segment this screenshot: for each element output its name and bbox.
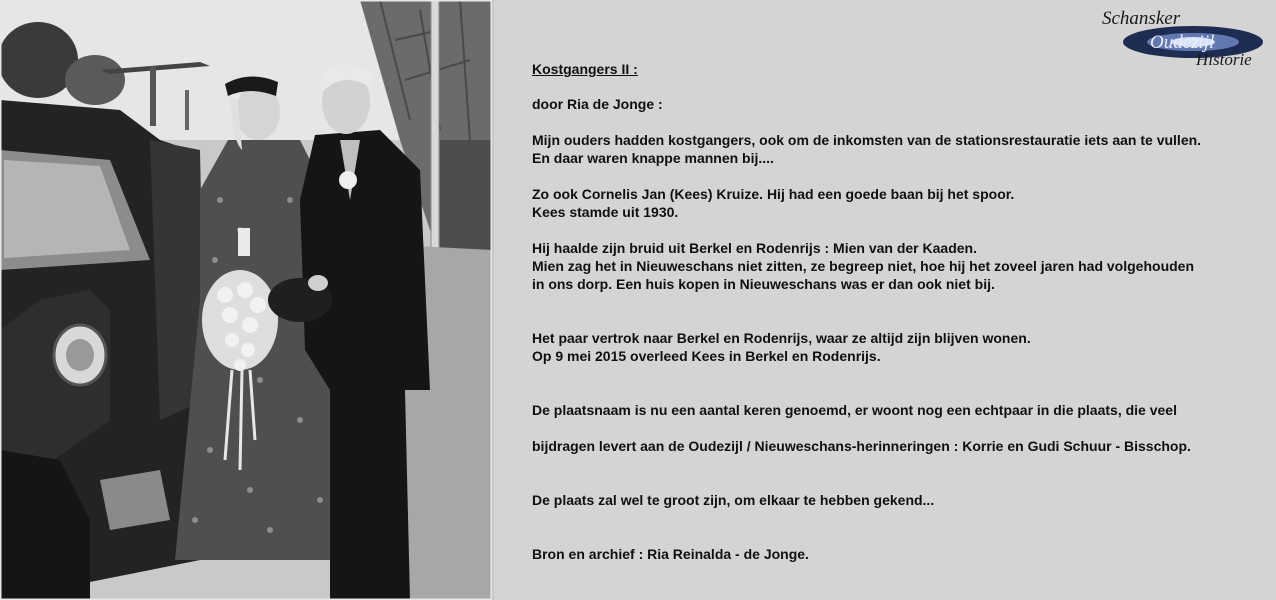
article-author: door Ria de Jonge :: [532, 96, 663, 112]
paragraph-1-line-2: En daar waren knappe mannen bij....: [532, 150, 774, 166]
article-title: Kostgangers II :: [532, 61, 638, 77]
paragraph-5-line-1: De plaatsnaam is nu een aantal keren genoemd, er woont nog een echtpaar in die plaats, die veel: [532, 402, 1177, 418]
paragraph-4-line-1: Het paar vertrok naar Berkel en Rodenrijs, waar ze altijd zijn blijven wonen.: [532, 330, 1031, 346]
paragraph-3-line-3: in ons dorp. Een huis kopen in Nieuweschans was er dan ook niet bij.: [532, 276, 995, 292]
logo-line1: Schansker: [1102, 8, 1181, 29]
paragraph-6-line-1: De plaats zal wel te groot zijn, om elkaar te hebben gekend...: [532, 492, 935, 508]
paragraph-5-line-2: bijdragen levert aan de Oudezijl / Nieuweschans-herinneringen : Korrie en Gudi Schuur - Bisschop.: [532, 438, 1191, 454]
wedding-photo: [0, 0, 494, 600]
logo-line3: Historie: [1196, 50, 1252, 68]
paragraph-2-line-2: Kees stamde uit 1930.: [532, 204, 679, 220]
paragraph-1-line-1: Mijn ouders hadden kostgangers, ook om de inkomsten van de stationsrestauratie iets aan te vullen.: [532, 132, 1202, 148]
logo-line2: Oudezijl: [1150, 32, 1215, 53]
source-credit: Bron en archief : Ria Reinalda - de Jonge.: [532, 546, 809, 562]
paragraph-4-line-2: Op 9 mei 2015 overleed Kees in Berkel en Rodenrijs.: [532, 348, 881, 364]
schansker-oudezijl-historie-logo: [1098, 4, 1272, 68]
paragraph-3-line-2: Mien zag het in Nieuweschans niet zitten, ze begreep niet, hoe hij het zoveel jaren had volgehouden: [532, 258, 1195, 274]
paragraph-2-line-1: Zo ook Cornelis Jan (Kees) Kruize. Hij had een goede baan bij het spoor.: [532, 186, 1015, 202]
paragraph-3-line-1: Hij haalde zijn bruid uit Berkel en Rodenrijs : Mien van der Kaaden.: [532, 240, 977, 256]
